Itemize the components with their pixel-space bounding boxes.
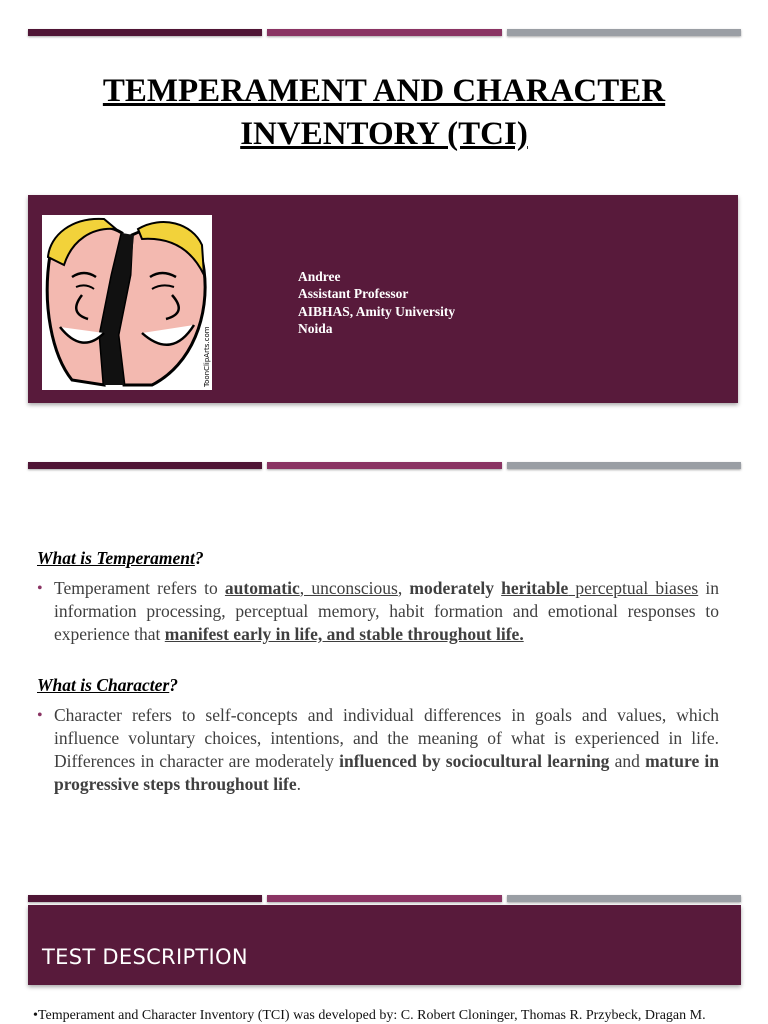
author-city: Noida: [298, 320, 333, 336]
character-heading: What is Character?: [37, 675, 178, 695]
middle-accent-bars: [28, 462, 741, 470]
bullet-icon: •: [37, 580, 43, 597]
author-institution: AIBHAS, Amity University: [298, 303, 456, 319]
character-definition: • Character refers to self-concepts and individual differences in goals and values, which influence voluntary choices, intentions, and the meaning of what is experienced in life. Differences in character are moderately influenced by sociocultural learning and mature in progressive steps throughout life.: [37, 705, 720, 794]
accent-bar-magenta: [267, 895, 501, 902]
accent-bar-dark: [28, 462, 262, 469]
title-line-1: TEMPERAMENT AND CHARACTER: [102, 73, 666, 109]
test-description-banner: [28, 905, 741, 985]
test-description-text: •Temperament and Character Inventory (TCI) was developed by: C. Robert Cloninger, Thomas R. Przybeck, Dragan M.: [33, 1008, 706, 1023]
top-accent-bars: [28, 29, 741, 37]
slide-title: [40, 70, 728, 156]
author-name: Andree: [298, 269, 341, 284]
two-faces-illustration-icon: [42, 215, 212, 390]
temperament-heading: What is Temperament?: [37, 548, 204, 568]
accent-bar-magenta: [267, 29, 501, 36]
accent-bar-magenta: [267, 462, 501, 469]
comic-faces-icon: [42, 215, 212, 390]
image-watermark: ToonClipArts.com: [203, 326, 211, 387]
accent-bar-grey: [507, 895, 741, 902]
character-section: [37, 675, 719, 796]
bullet-icon: •: [37, 707, 43, 724]
title-panel: [28, 195, 738, 403]
title-line-2: INVENTORY (TCI): [240, 116, 528, 152]
temperament-definition: • Temperament refers to automatic, unconscious, moderately heritable perceptual biases in information processing, perceptual memory, habit formation and emotional responses to experience that manifest early in life, and stable throughout life.: [37, 578, 719, 644]
author-block: [298, 268, 455, 337]
author-role: Assistant Professor: [298, 286, 409, 302]
accent-bar-grey: [507, 462, 741, 469]
temperament-section: [37, 548, 719, 646]
accent-bar-dark: [28, 895, 262, 902]
accent-bar-dark: [28, 29, 262, 36]
bottom-accent-bars: [28, 895, 741, 903]
accent-bar-grey: [507, 29, 741, 36]
test-description-title: TEST DESCRIPTION: [42, 945, 248, 969]
